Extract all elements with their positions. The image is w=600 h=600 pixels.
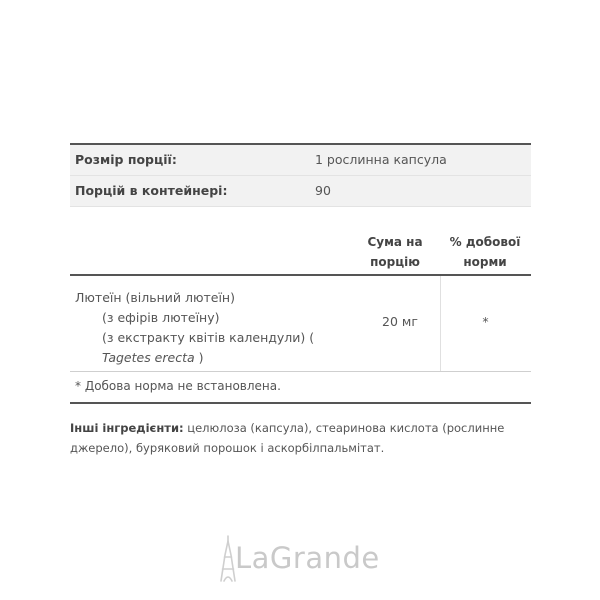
- serving-size-value: 1 рослинна капсула: [315, 152, 447, 167]
- supplement-facts-table: [70, 143, 531, 404]
- ingredient-name: [75, 288, 314, 368]
- footnote-row: [70, 372, 531, 404]
- amount-per-serving-header: [360, 232, 430, 272]
- ingredient-name-main: Лютеїн (вільний лютеїн): [75, 290, 235, 305]
- servings-per-container-value: 90: [315, 183, 331, 198]
- other-ingredients: [70, 418, 530, 458]
- footnote-text: * Добова норма не встановлена.: [75, 379, 281, 393]
- column-header-row: [70, 207, 531, 276]
- servings-per-container-label: Порцій в контейнері:: [75, 183, 228, 198]
- amount-header-line1: Сума на: [367, 235, 423, 249]
- watermark-brand-text: LaGrande: [235, 541, 380, 575]
- watermark-logo: [218, 535, 398, 583]
- other-ingredients-label: Інші інгредієнти:: [70, 421, 184, 435]
- ingredient-latin-name: Tagetes erecta: [102, 350, 195, 365]
- ingredient-latin-line: [75, 348, 314, 368]
- ingredient-daily-value: *: [482, 314, 489, 329]
- ingredient-row: [70, 276, 531, 372]
- amount-header-line2: порцію: [370, 255, 420, 269]
- ingredient-source-2: (з екстракту квітів календули) (: [102, 330, 315, 345]
- ingredient-latin-tail: ): [198, 350, 204, 365]
- dv-header-line1: % добової: [449, 235, 521, 249]
- daily-value-header: [440, 232, 530, 272]
- serving-size-row: [70, 143, 531, 176]
- ingredient-amount: 20 мг: [382, 314, 418, 329]
- serving-size-label: Розмір порції:: [75, 152, 177, 167]
- servings-per-container-row: [70, 176, 531, 207]
- dv-header-line2: норми: [463, 255, 507, 269]
- ingredient-source-1: (з ефірів лютеїну): [102, 310, 220, 325]
- other-ingredients-text: целюлоза (капсула), стеаринова кислота (рослинне джерело), буряковий порошок і аскорбілпальмітат.: [70, 421, 505, 455]
